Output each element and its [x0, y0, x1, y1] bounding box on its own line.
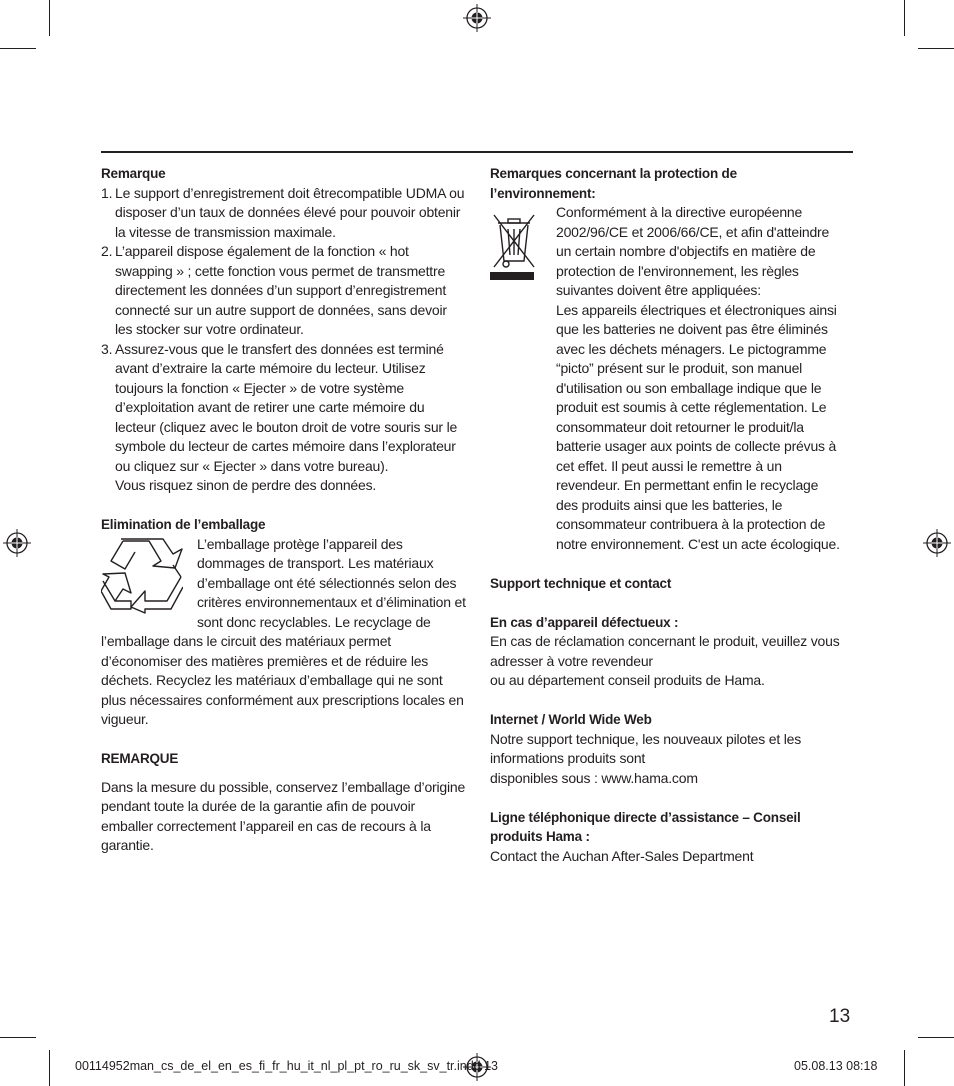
list-item	[101, 184, 467, 243]
phone-heading: Ligne téléphonique directe d’assistance – Conseil produits Hama :	[490, 809, 801, 844]
elimination-text: L’emballage protège l’appareil des dommages de transport. Les matériaux d’emballage ont été sélectionnés selon des critères environnementaux et d’élimination et sont donc recyclables. Le recyclage de l’emballage dans le circuit des matériaux permet d’économiser des matières premières et de réduire les déchets. Recyclez les matériaux d’emballage qui ne sont plus nécessaires conformément aux prescriptions locales en vigueur.	[101, 535, 466, 727]
environment-paragraph-1: Conformément à la directive européenne 2002/96/CE et 2006/66/CE, et afin d'atteindre un certain nombre d'objectifs en matière de protection de l'environnement, les règles suivantes doivent être appliquées:	[556, 204, 830, 298]
registration-mark-icon	[923, 529, 951, 557]
right-column	[490, 164, 842, 866]
crop-mark	[49, 1050, 50, 1086]
web-heading: Internet / World Wide Web	[490, 712, 652, 727]
crop-mark	[0, 1037, 36, 1038]
web-text-2: disponibles sous : www.hama.com	[490, 769, 698, 786]
crop-mark	[904, 0, 905, 36]
web-text: Notre support technique, les nouveaux pilotes et les informations produits sont	[490, 730, 802, 766]
defect-heading: En cas d’appareil défectueux :	[490, 614, 679, 630]
remarque2-heading: REMARQUE	[101, 751, 179, 766]
page-number: 13	[829, 1006, 851, 1027]
list-text: L’appareil dispose également de la fonction « hot swapping » ; cette fonction vous permet de transmettre directement les données d’un support d’enregistrement connecté sur un autre support de données, sans devoir les stocker sur votre ordinateur.	[115, 243, 447, 337]
elimination-heading: Elimination de l’emballage	[101, 517, 266, 532]
list-text: Le support d’enregistrement doit êtrecompatible UDMA ou disposer d’un taux de données élevé pour pouvoir obtenir la vitesse de transmission maximale.	[115, 184, 465, 240]
header-rule	[101, 151, 853, 153]
list-tail-text: Vous risquez sinon de perdre des données.	[115, 477, 377, 493]
crop-mark	[918, 48, 954, 49]
remarque-heading: Remarque	[101, 166, 166, 181]
list-item	[101, 340, 467, 477]
defect-text: En cas de réclamation concernant le produit, veuillez vous adresser à votre revendeur	[490, 633, 840, 669]
crop-mark	[49, 0, 50, 36]
weee-bin-icon	[490, 209, 538, 281]
environment-block	[490, 203, 842, 554]
list-text: Assurez-vous que le transfert des données est terminé avant d’extraire la carte mémoire du lecteur. Utilisez toujours la fonction « Ejecter » de votre système d’exploitation avant de retirer une carte mémoire du lecteur (cliquez avec le bouton droit de votre souris sur le symbole du lecteur de cartes mémoire dans l’explorateur ou cliquez sur « Ejecter » dans votre bureau).	[115, 340, 458, 474]
environment-heading: Remarques concernant la protection de l’environnement:	[490, 166, 737, 201]
registration-mark-icon	[3, 529, 31, 557]
registration-mark-icon	[463, 4, 491, 32]
environment-paragraph-2: Les appareils électriques et électroniques ainsi que les batteries ne doivent pas être éliminés avec les déchets ménagers. Le pictogramme “picto” présent sur le produit, son manuel d'utilisation ou son emballage indique que le produit est soumis à cette réglementation. Le consommateur doit retourner le produit/la batterie usager aux points de collecte prévus à cet effet. Il peut aussi le remettre à un revendeur. En permettant enfin le recyclage des produits ainsi que les batteries, le consommateur contribuera à la protection de notre environnement. C'est un acte écologique.	[556, 301, 840, 552]
support-heading: Support technique et contact	[490, 575, 672, 591]
crop-mark	[0, 48, 36, 49]
footer-filename: 00114952man_cs_de_el_en_es_fi_fr_hu_it_nl_pl_pt_ro_ru_sk_sv_tr.indd 13	[75, 1059, 499, 1073]
footer-date: 05.08.13 08:18	[794, 1059, 878, 1073]
crop-mark	[904, 1050, 905, 1086]
crop-mark	[918, 1037, 954, 1038]
list-item	[101, 242, 467, 340]
remarque2-text: Dans la mesure du possible, conservez l’emballage d’origine pendant toute la durée de la garantie afin de pouvoir emballer correctement l’appareil en cas de recours à la garantie.	[101, 778, 466, 853]
left-column	[101, 164, 467, 856]
list-number: 3.	[101, 340, 113, 357]
phone-text: Contact the Auchan After-Sales Department	[490, 847, 754, 864]
list-number: 1.	[101, 184, 113, 201]
recycle-icon	[101, 537, 183, 615]
list-item	[101, 476, 467, 496]
elimination-block	[101, 535, 467, 730]
list-number: 2.	[101, 243, 113, 259]
defect-text-2: ou au département conseil produits de Hama.	[490, 672, 765, 688]
